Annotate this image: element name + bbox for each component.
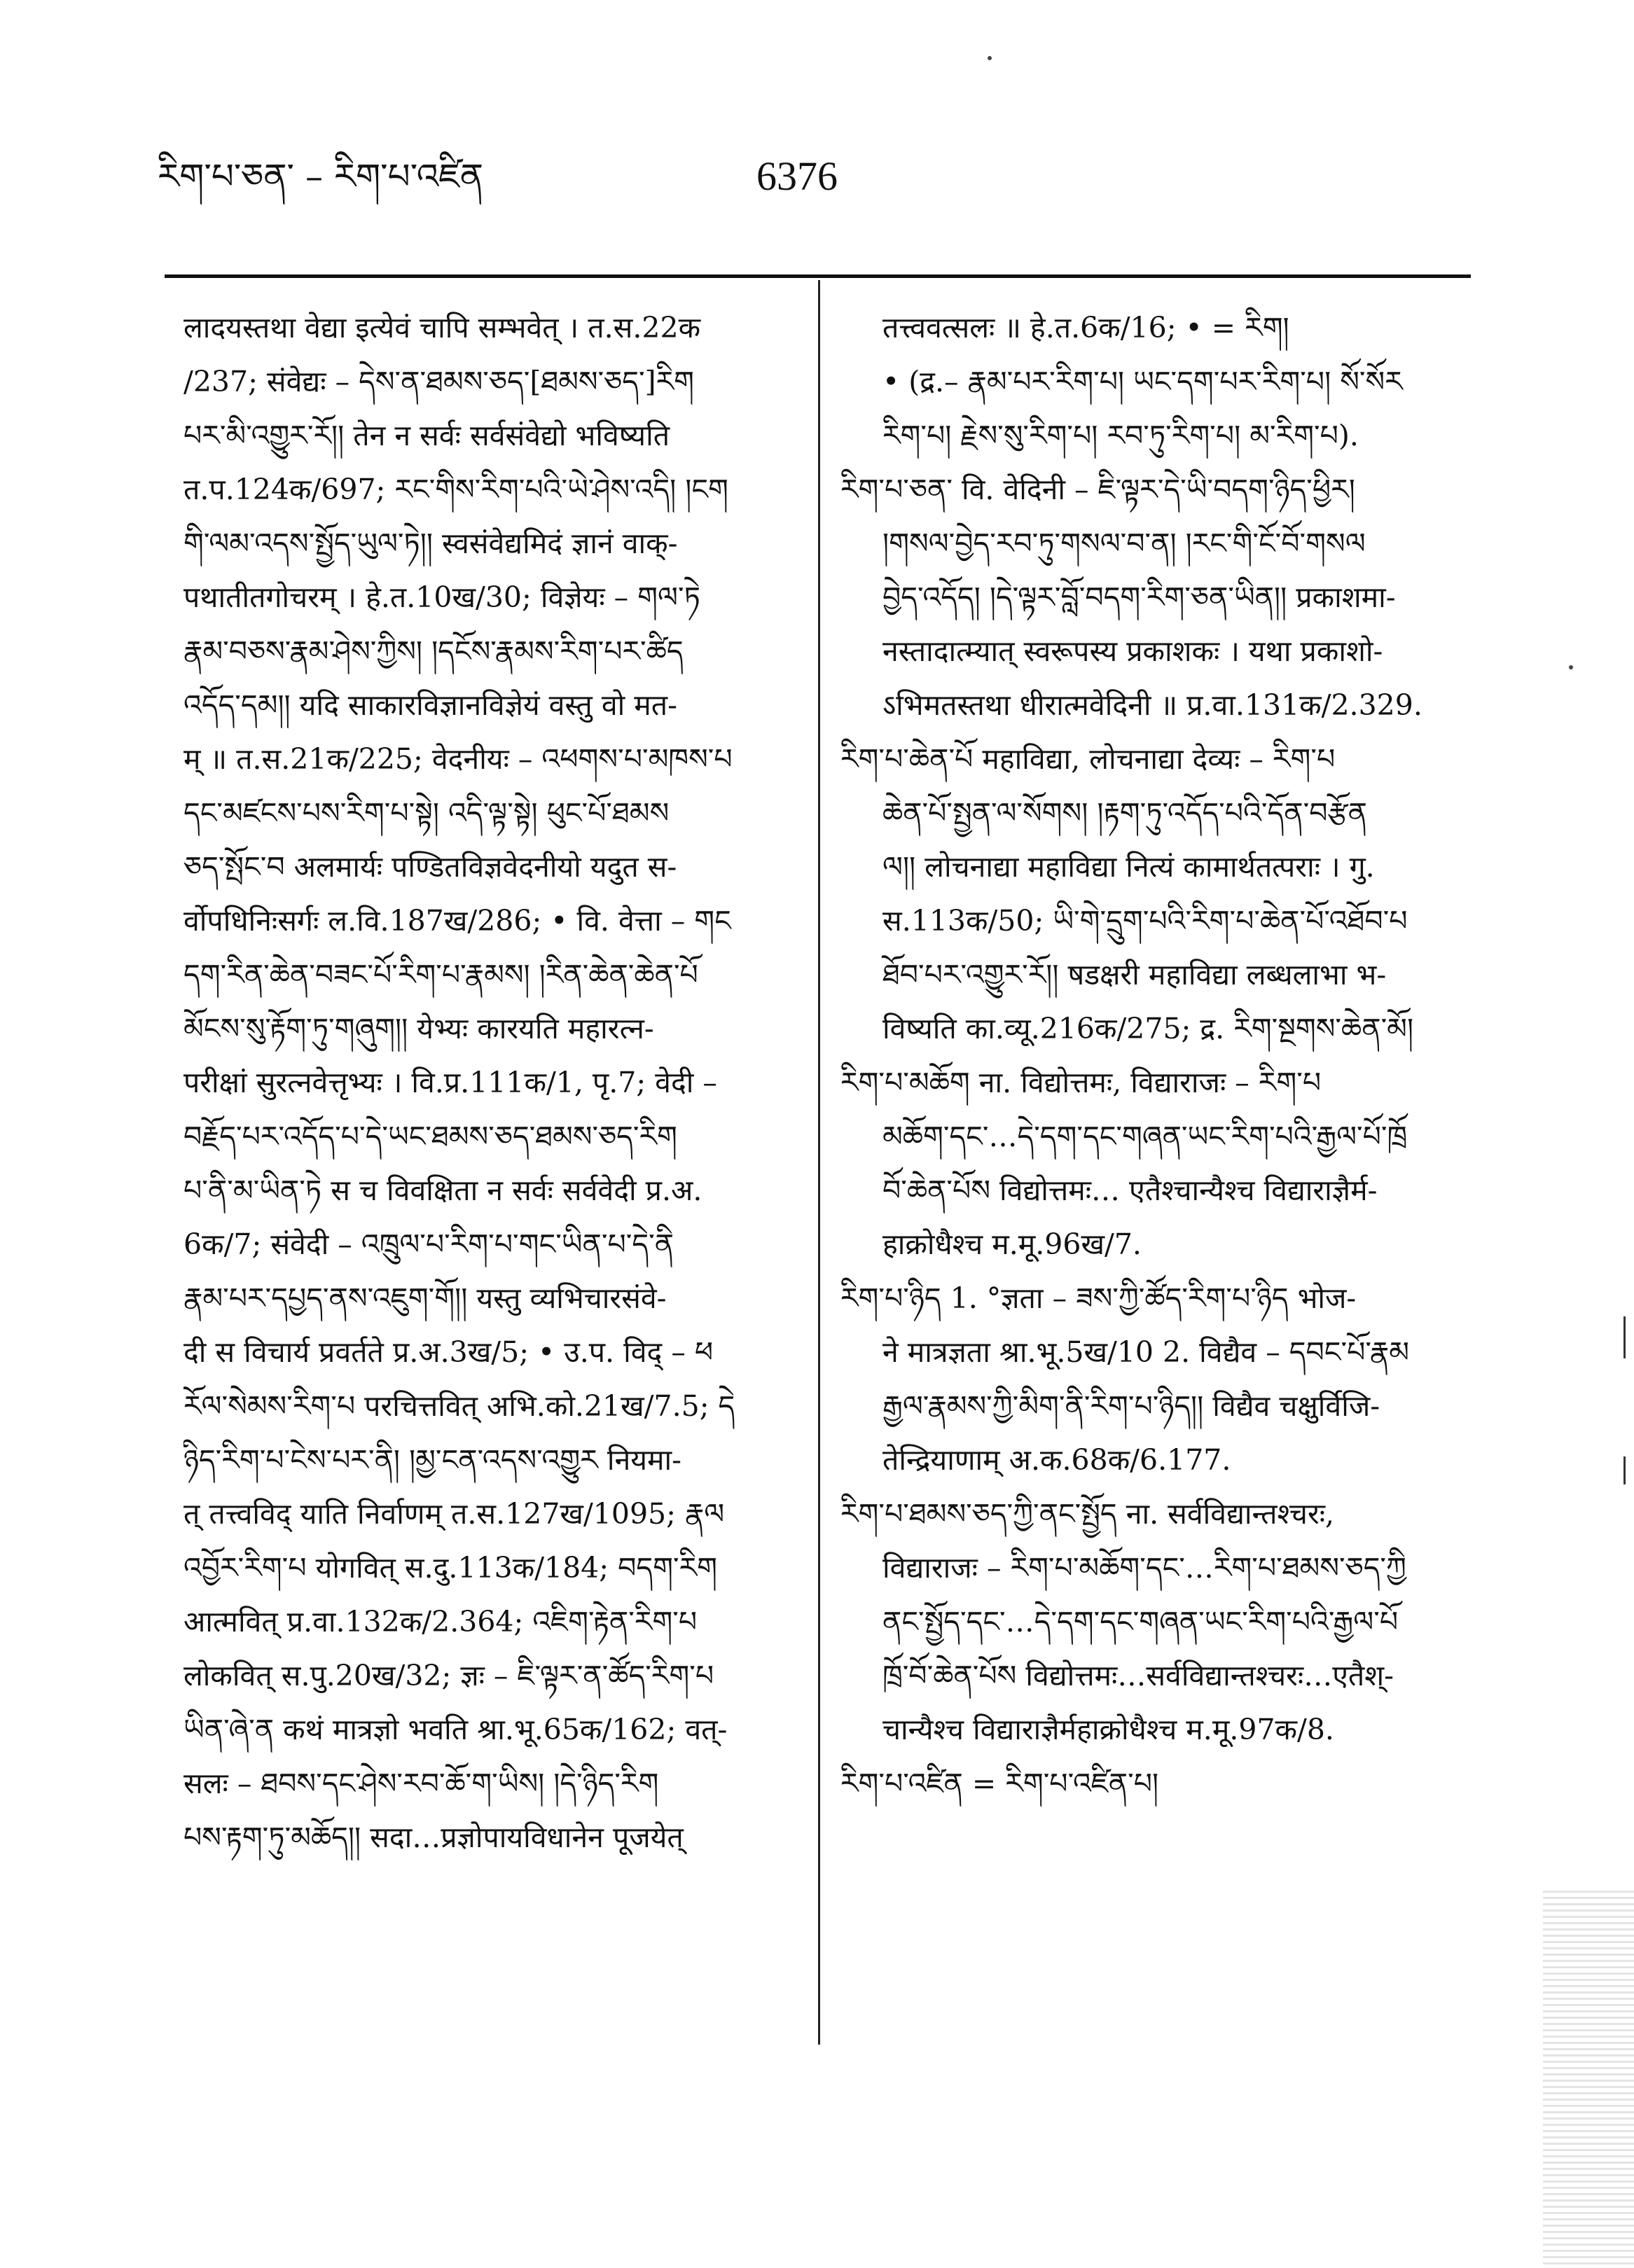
entry-line: མཆོག་དང་…དེ་དག་དང་གཞན་ཡང་རིག་པའི་རྒྱལ་པོ་ཁྲོ	[882, 1120, 1408, 1153]
entry-headword-line: རིག་པ་མཆོག ना. विद्योत्तमः, विद्याराजः – རིག་པ	[840, 1066, 1322, 1099]
left-column-line: པ་ནི་མ་ཡིན་ཏེ स च विवक्षिता न सर्वः सर्ववेदी प्र.अ.	[184, 1174, 702, 1207]
left-column	[184, 301, 793, 2248]
left-column-line: ཉིད་རིག་པ་ངེས་པར་ནི། །མྱ་ངན་འདས་འགྱུར नियमा-	[184, 1443, 681, 1477]
entry-line: ནང་སྤྱོད་དང་…དེ་དག་དང་གཞན་ཡང་རིག་པའི་རྒྱལ་པོ	[882, 1605, 1399, 1639]
left-column-line: འདོད་དམ།། यदि साकारविज्ञानविज्ञेयं वस्तु वो मत-	[184, 688, 678, 722]
scan-speck	[1569, 665, 1573, 669]
entry-line: ལ།། लोचनाद्या महाविद्या नित्यं कामार्थतत्पराः । गु.	[882, 850, 1375, 884]
entry-line: ཐོབ་པར་འགྱུར་རོ།། षडक्षरी महाविद्या लब्धलाभा भ-	[882, 958, 1387, 992]
entry-line: विष्यति का.व्यू.216क/275; द्र. རིག་སྔགས་ཆེན་མོ།	[882, 1012, 1414, 1045]
entry-headword-line: རིག་པ་ཐམས་ཅད་ཀྱི་ནང་སྤྱོད ना. सर्वविद्यान्तश्चरः,	[840, 1497, 1335, 1531]
entry-headword-line: རིག་པ་ཅན་ वि. वेदिनी – ཇི་ལྟར་དེ་ཡི་བདག་ཉིད་ཕྱིར།	[840, 473, 1355, 506]
entry-headword-line: རིག་པ་ཉིད 1. °ज्ञता – ཟས་ཀྱི་ཚོད་རིག་པ་ཉིད भोज-	[840, 1281, 1357, 1315]
left-column-line: པར་མི་འགྱུར་རོ།། तेन न सर्वः सर्वसंवेद्यो भविष्यति	[184, 419, 670, 452]
left-column-line: आत्मवित् प्र.वा.132क/2.364; འཇིག་རྟེན་རིག་པ	[184, 1605, 698, 1639]
left-column-line: सलः – ཐབས་དང་ཤེས་རབ་ཆོ་ག་ཡིས། །དེ་ཉིད་རིག	[184, 1767, 659, 1800]
entry-headword-line: རིག་པ་འཛིན = རིག་པ་འཛིན་པ།	[840, 1767, 1159, 1800]
header-rule	[165, 274, 1471, 278]
entry-line: ཁྲོ་བོ་ཆེན་པོས विद्योत्तमः…सर्वविद्यान्तश्चरः…एतैश्-	[882, 1659, 1394, 1692]
entry-line: चान्यैश्च विद्याराज्ञैर्महाक्रोधैश्च म.मू.97क/8.	[882, 1713, 1334, 1746]
entry-line: བོ་ཆེན་པོས विद्योत्तमः… एतैश्चान्यैश्च विद्याराज्ञैर्म-	[882, 1174, 1378, 1207]
entry-line: स.113क/50; ཡི་གེ་དྲུག་པའི་རིག་པ་ཆེན་པོ་འཐོབ་པ	[882, 904, 1408, 938]
entry-line: རིག་པ། རྗེས་སུ་རིག་པ། རབ་ཏུ་རིག་པ། མ་རིག་པ).	[882, 419, 1359, 452]
left-column-line: लोकवित् स.पु.20ख/32; ज्ञः – ཇི་ལྟར་ན་ཚོད་རིག་པ	[184, 1659, 714, 1692]
left-column-line: གི་ལམ་འདས་སྤྱོད་ཡུལ་ཏེ།། स्वसंवेद्यमिदं ज्ञानं वाक्-	[184, 527, 678, 560]
entry-headword-line: རིག་པ་ཆེན་པོ महाविद्या, लोचनाद्या देव्यः – རིག་པ	[840, 742, 1336, 776]
left-column-line: མོངས་སུ་རྟོག་ཏུ་གཞུག།། येभ्यः कारयति महारत्न-	[184, 1012, 654, 1045]
entry-line: རྒྱལ་རྣམས་ཀྱི་མིག་ནི་རིག་པ་ཉིད།། विद्यैव चक्षुर्विजि-	[882, 1389, 1380, 1423]
entry-line: ऽभिमतस्तथा धीरात्मवेदिनी ॥ प्र.वा.131क/2.329.	[882, 688, 1422, 722]
entry-line: ने मात्रज्ञता श्रा.भू.5ख/10 2. विद्यैव – དབང་པོ་རྣམ	[882, 1335, 1410, 1369]
right-column	[840, 301, 1457, 2248]
left-column-line: དང་མཛངས་པས་རིག་པ་སྟེ། འདི་ལྟ་སྟེ། ཕུང་པོ་ཐམས	[184, 796, 670, 830]
left-column-line: /237; संवेद्यः – དེས་ན་ཐམས་ཅད་[ཐམས་ཅད་]རིག	[184, 365, 694, 398]
page-number: 6376	[756, 153, 838, 199]
entry-line: तेन्द्रियाणाम् अ.क.68क/6.177.	[882, 1443, 1231, 1477]
entry-line: तत्त्ववत्सलः ॥ हे.त.6क/16; • = རིག།	[882, 311, 1289, 345]
left-column-line: त.प.124क/697; རང་གིས་རིག་པའི་ཡེ་ཤེས་འདི། །ངག	[184, 473, 728, 506]
left-column-line: परीक्षां सुरत्नवेत्तृभ्यः । वि.प्र.111क/1, पृ.7; वेदी –	[184, 1066, 717, 1099]
scan-edge-mark	[1623, 1316, 1626, 1358]
left-column-line: རྣམ་པར་དཔྱད་ནས་འཇུག་གོ།། यस्तु व्यभिचारसंवे-	[184, 1281, 667, 1315]
running-header: རིག་པ་ཅན་ – རིག་པ་འཛིན	[158, 156, 484, 197]
left-column-line: लादयस्तथा वेद्या इत्येवं चापि सम्भवेत् । त.स.22क	[184, 311, 701, 345]
left-column-line: བརྗོད་པར་འདོད་པ་དེ་ཡང་ཐམས་ཅད་ཐམས་ཅད་རིག	[184, 1120, 677, 1153]
left-column-line: दी स विचार्य प्रवर्तते प्र.अ.3ख/5; • उ.प. विद् – ཕ	[184, 1335, 714, 1369]
scan-edge-mark	[1623, 1456, 1626, 1484]
left-column-line: པས་རྟག་ཏུ་མཆོད།། सदा…प्रज्ञोपायविधानेन पूजयेत्	[184, 1821, 684, 1854]
scan-edge-noise	[1543, 1891, 1634, 2268]
left-column-line: म् ॥ त.स.21क/225; वेदनीयः – འཕགས་པ་མཁས་པ	[184, 742, 733, 776]
left-column-line: 6क/7; संवेदी – འཁྲུལ་པ་རིག་པ་གང་ཡིན་པ་དེ་ནི	[184, 1227, 674, 1261]
left-column-line: त् तत्त्वविद् याति निर्वाणम् त.स.127ख/1095; རྣལ	[184, 1497, 725, 1531]
entry-line: हाक्रोधैश्च म.मू.96ख/7.	[882, 1227, 1142, 1261]
left-column-line: དག་རིན་ཆེན་བཟང་པོ་རིག་པ་རྣམས། །རིན་ཆེན་ཆེན་པོ	[184, 958, 698, 992]
entry-line: བྱེད་འདོད། །དེ་ལྟར་བློ་བདག་རིག་ཅན་ཡིན།། प्रकाशमा-	[882, 580, 1396, 614]
entry-line: • (द्र.– རྣམ་པར་རིག་པ། ཡང་དག་པར་རིག་པ། སོ་སོར	[882, 365, 1403, 398]
entry-line: ཆེན་པོ་སྤྱན་ལ་སོགས། །རྟག་ཏུ་འདོད་པའི་དོན་བརྩོན	[882, 796, 1367, 830]
left-column-line: ཡིན་ཞེ་ན कथं मात्रज्ञो भवति श्रा.भू.65क/162; वत्-	[184, 1713, 728, 1746]
left-column-line: ཅད་སྤོང་བ अलमार्यः पण्डितविज्ञवेदनीयो यदुत स-	[184, 850, 677, 884]
entry-line: །གསལ་བྱེད་རབ་ཏུ་གསལ་བ་ན། །རང་གི་ངོ་བོ་གསལ	[882, 527, 1366, 560]
left-column-line: རོལ་སེམས་རིག་པ परचित्तवित् अभि.को.21ख/7.5; དེ	[184, 1389, 735, 1423]
entry-line: विद्याराजः – རིག་པ་མཆོག་དང་…རིག་པ་ཐམས་ཅད་ཀྱི	[882, 1551, 1406, 1585]
entry-line: नस्तादात्म्यात् स्वरूपस्य प्रकाशकः । यथा प्रकाशो-	[882, 634, 1383, 668]
scan-speck	[988, 56, 992, 60]
left-column-line: རྣམ་བཅས་རྣམ་ཤེས་ཀྱིས། །དངོས་རྣམས་རིག་པར་ཚིད	[184, 634, 684, 668]
left-column-line: र्वोपधिनिःसर्गः ल.वि.187ख/286; • वि. वेत्ता – གང	[184, 904, 731, 938]
left-column-line: पथातीतगोचरम् । हे.त.10ख/30; विज्ञेयः – གལ་ཏེ	[184, 580, 700, 614]
column-divider	[818, 280, 820, 2045]
left-column-line: འབྱོར་རིག་པ योगवित् स.दु.113क/184; བདག་རིག	[184, 1551, 718, 1585]
